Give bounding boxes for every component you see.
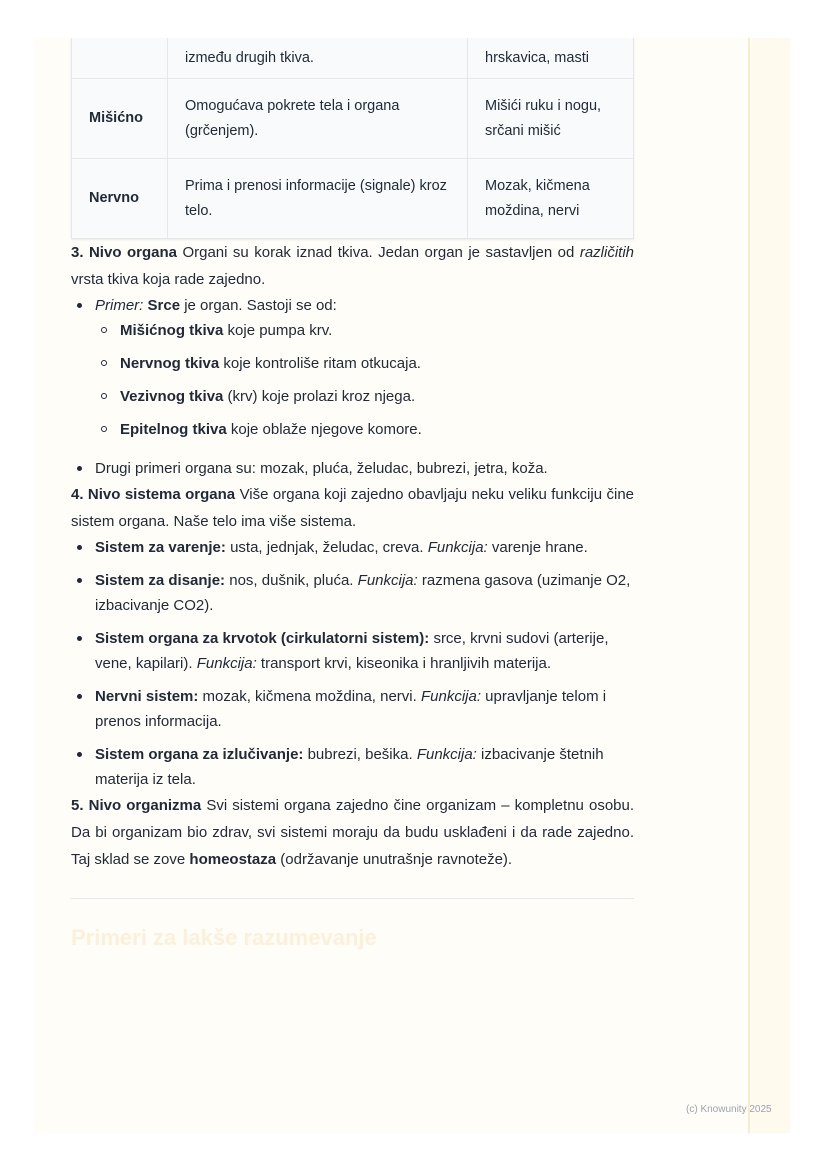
sub-item-bold: Mišićnog tkiva	[120, 322, 224, 339]
tissue-table	[71, 38, 634, 239]
function-text: transport krvi, kiseonika i hranljivih materija.	[260, 655, 552, 672]
function-label: Funkcija:	[196, 655, 257, 672]
section-heading: 5. Nivo organizma	[71, 797, 202, 814]
sub-list-item	[95, 417, 634, 442]
example-label: Primer:	[95, 297, 144, 314]
tissue-examples: hrskavica, masti	[468, 38, 634, 79]
tissue-description: između drugih tkiva.	[168, 38, 468, 79]
list-item	[71, 742, 634, 792]
section-divider	[71, 898, 634, 899]
sub-item-bold: Epitelnog tkiva	[120, 421, 227, 438]
system-name: Sistem za disanje:	[95, 572, 226, 589]
organ-system-list	[71, 535, 634, 792]
tissue-name: Nervno	[72, 159, 168, 239]
function-label: Funkcija:	[427, 539, 488, 556]
list-item	[71, 535, 634, 560]
list-item	[71, 568, 634, 618]
section-heading: 4. Nivo sistema organa	[71, 486, 236, 503]
paragraph-text: (održavanje unutrašnje ravnoteže).	[280, 851, 513, 868]
margin-band	[752, 38, 790, 1133]
copyright-notice: (c) Knowunity 2025	[686, 1104, 772, 1115]
sub-item-text: koje kontroliše ritam otkucaja.	[223, 355, 421, 372]
section-organ-level	[71, 239, 634, 293]
sub-list-item	[95, 318, 634, 343]
sub-item-text: (krv) koje prolazi kroz njega.	[227, 388, 416, 405]
tissue-examples: Mozak, kičmena moždina, nervi	[468, 159, 634, 239]
tissue-examples: Mišići ruku i nogu, srčani mišić	[468, 79, 634, 159]
margin-rule	[748, 38, 750, 1133]
paragraph-text: vrsta tkiva koja rade zajedno.	[71, 271, 266, 288]
function-text: varenje hrane.	[491, 539, 588, 556]
paragraph-text: Svi sistemi organa zajedno čine organizam – kompletnu osobu. Da bi organizam bio zdrav, svi sistemi moraju da budu usklađeni i da rade zajedno. Taj sklad se zove	[71, 797, 635, 868]
paragraph-text: Više organa koji zajedno obavljaju neku veliku funkciju čine sistem organa. Naše telo ima više sistema.	[71, 486, 634, 530]
system-organs: usta, jednjak, želudac, creva.	[230, 539, 424, 556]
table-row	[72, 79, 634, 159]
sub-item-text: koje oblaže njegove komore.	[230, 421, 422, 438]
next-section-heading: Primeri za lakše razumevanje	[71, 925, 377, 950]
list-item-text: Drugi primeri organa su: mozak, pluća, želudac, bubrezi, jetra, koža.	[95, 460, 548, 477]
emphasis-text: različitih	[579, 244, 635, 261]
table-row	[72, 38, 634, 79]
tissue-description: Omogućava pokrete tela i organa (grčenjem).	[168, 79, 468, 159]
list-item	[71, 626, 634, 676]
section-heading: 3. Nivo organa	[71, 244, 177, 261]
sub-list-item	[95, 351, 634, 376]
system-name: Sistem organa za krvotok (cirkulatorni sistem):	[95, 630, 430, 647]
paragraph-text: Organi su korak iznad tkiva. Jedan organ je sastavljen od	[182, 244, 575, 261]
sub-item-text: koje pumpa krv.	[227, 322, 333, 339]
table-row	[72, 159, 634, 239]
tissue-description: Prima i prenosi informacije (signale) kroz telo.	[168, 159, 468, 239]
function-text: razmena gasova (uzimanje O2, izbacivanje CO2).	[95, 572, 631, 614]
example-text: je organ. Sastoji se od:	[184, 297, 337, 314]
system-organs: bubrezi, bešika.	[307, 746, 413, 763]
system-organs: nos, dušnik, pluća.	[229, 572, 354, 589]
function-text: izbacivanje štetnih materija iz tela.	[95, 746, 604, 788]
example-bold: Srce	[147, 297, 181, 314]
tissue-name: Mišićno	[72, 79, 168, 159]
function-label: Funkcija:	[357, 572, 418, 589]
section-organism-level	[71, 792, 634, 873]
system-name: Sistem za varenje:	[95, 539, 226, 556]
list-item	[71, 684, 634, 734]
system-organs: mozak, kičmena moždina, nervi.	[202, 688, 417, 705]
key-term: homeostaza	[189, 851, 277, 868]
function-label: Funkcija:	[420, 688, 481, 705]
tissue-name	[72, 38, 168, 79]
sub-list-item	[95, 384, 634, 409]
list-item	[71, 293, 634, 442]
function-text: upravljanje telom i prenos informacija.	[95, 688, 607, 730]
list-item	[71, 456, 634, 481]
sub-item-bold: Vezivnog tkiva	[120, 388, 224, 405]
function-label: Funkcija:	[416, 746, 477, 763]
document-content	[71, 38, 634, 951]
system-name: Sistem organa za izlučivanje:	[95, 746, 304, 763]
system-name: Nervni sistem:	[95, 688, 199, 705]
sub-item-bold: Nervnog tkiva	[120, 355, 220, 372]
section-organ-system-level	[71, 481, 634, 535]
tissue-sub-list	[95, 318, 634, 442]
system-organs: srce, krvni sudovi (arterije, vene, kapilari).	[95, 630, 609, 672]
organ-example-list	[71, 293, 634, 481]
